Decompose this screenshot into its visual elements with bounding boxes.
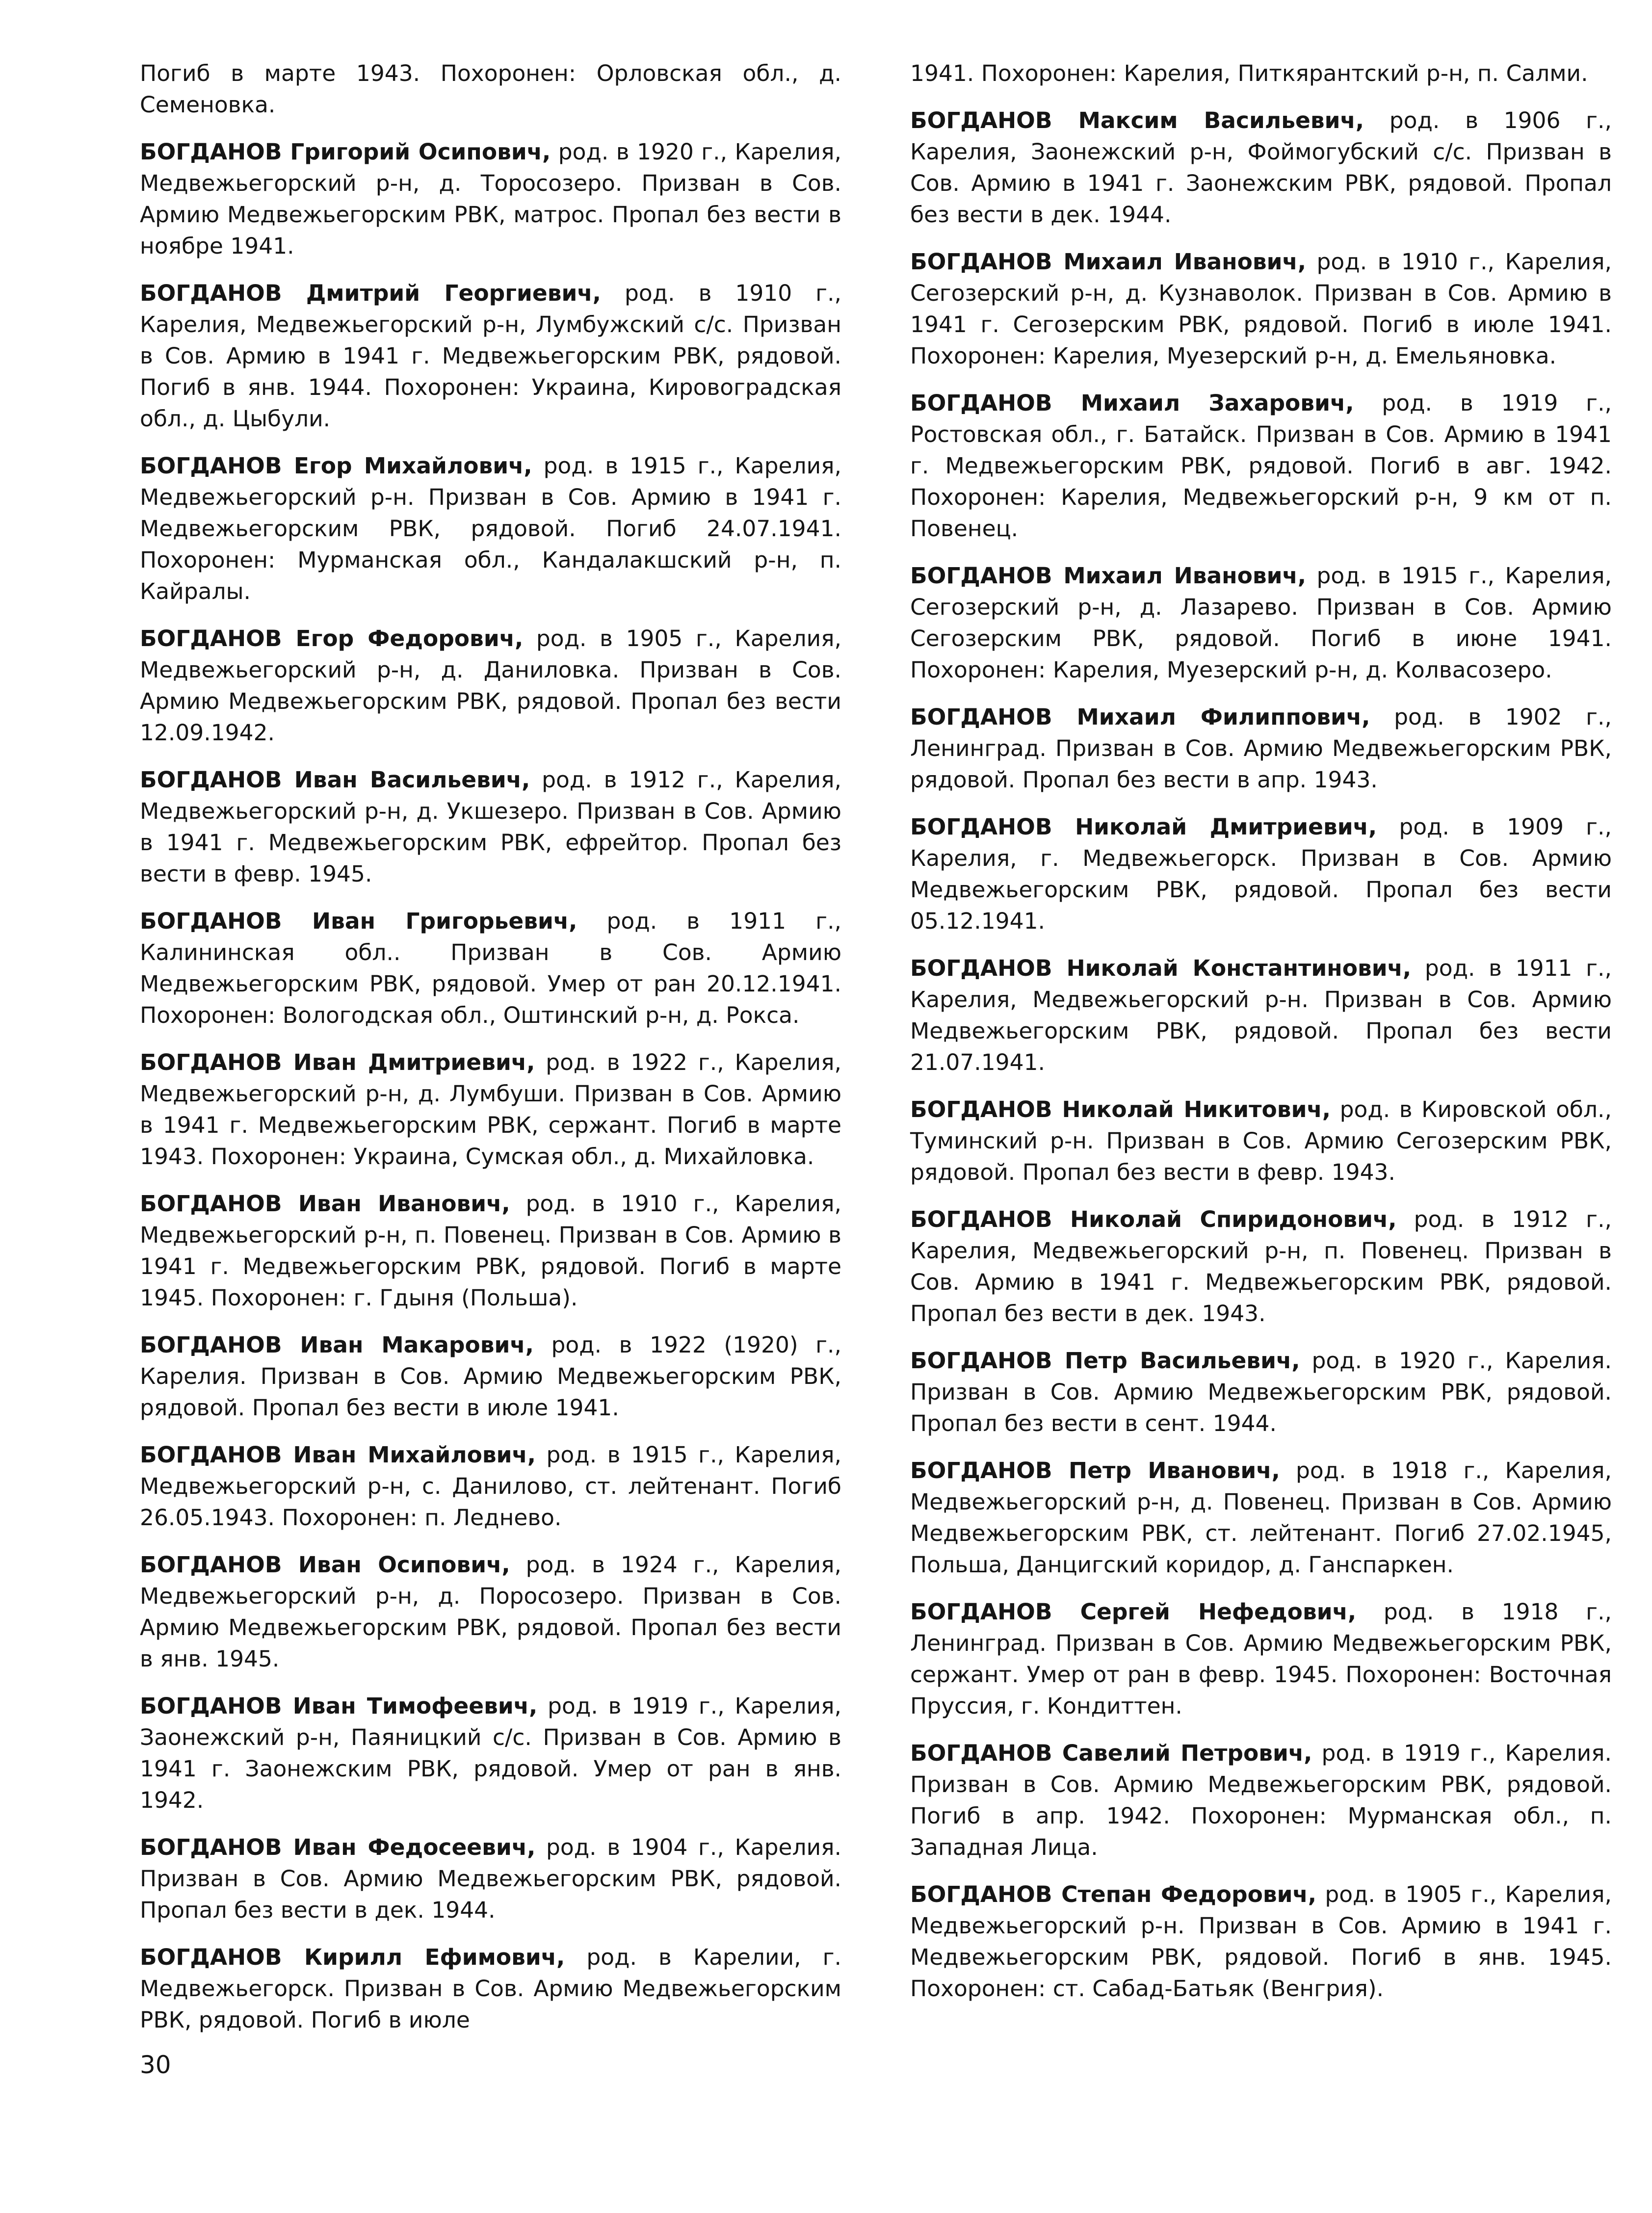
left-column bbox=[140, 58, 841, 2052]
entry-text: род. в 1922 (1920) г., Карелия. Призван в Сов. Армию Медвежьегорским РВК, рядовой. Пропал без вести в июле 1941. bbox=[140, 1332, 841, 1421]
entry-text: род. в Карелии, г. Медвежьегорск. Призван в Сов. Армию Медвежьегорским РВК, рядовой. Погиб в июле bbox=[140, 1944, 842, 2033]
memorial-entry bbox=[910, 560, 1612, 686]
memorial-entry bbox=[140, 764, 841, 890]
entry-text: род. в 1910 г., Карелия, Медвежьегорский р-н, Лумбужский с/с. Призван в Сов. Армию в 1941 г. Медвежьегорским РВК, рядовой. Погиб в янв. 1944. Похоронен: Украина, Кировоградская обл., д. Цыбули. bbox=[140, 280, 841, 432]
entry-text: род. в Кировской обл., Туминский р-н. Призван в Сов. Армию Сегозерским РВК, рядовой. Пропал без вести в февр. 1943. bbox=[910, 1096, 1612, 1185]
entry-text: род. в 1904 г., Карелия. Призван в Сов. Армию Медвежьегорским РВК, рядовой. Пропал без вести в дек. 1944. bbox=[140, 1834, 842, 1923]
entry-text: род. в 1910 г., Карелия, Медвежьегорский р-н, п. Повенец. Призван в Сов. Армию в 1941 г. Медвежьегорским РВК, рядовой. Погиб в марте 1945. Похоронен: г. Гдыня (Польша). bbox=[140, 1191, 842, 1311]
memorial-entry bbox=[140, 1549, 841, 1675]
entry-name: БОГДАНОВ Сергей Нефедович, bbox=[910, 1599, 1357, 1625]
memorial-entry bbox=[140, 278, 841, 435]
memorial-entry bbox=[910, 58, 1612, 89]
entry-name: БОГДАНОВ Иван Макарович, bbox=[140, 1332, 534, 1358]
memorial-entry bbox=[910, 1738, 1612, 1863]
entry-text: род. в 1924 г., Карелия, Медвежьегорский р-н, д. Поросозеро. Призван в Сов. Армию Медвежьегорским РВК, рядовой. Пропал без вести в янв. 1945. bbox=[140, 1552, 841, 1672]
entry-text: род. в 1910 г., Карелия, Сегозерский р-н, д. Кузнаволок. Призван в Сов. Армию в 1941 г. Сегозерским РВК, рядовой. Погиб в июле 1941. Похоронен: Карелия, Муезерский р-н, д. Емельяновка. bbox=[910, 249, 1612, 369]
entry-text: род. в 1915 г., Карелия, Медвежьегорский р-н. Призван в Сов. Армию в 1941 г. Медвежьегорским РВК, рядовой. Погиб 24.07.1941. Похоронен: Мурманская обл., Кандалакшский р-н, п. Кайралы. bbox=[140, 453, 841, 604]
entry-text: род. в 1911 г., Карелия, Медвежьегорский р-н. Призван в Сов. Армию Медвежьегорским РВК, рядовой. Пропал без вести 21.07.1941. bbox=[910, 955, 1612, 1075]
entry-name: БОГДАНОВ Петр Васильевич, bbox=[910, 1348, 1300, 1374]
entry-text: род. в 1919 г., Ростовская обл., г. Батайск. Призван в Сов. Армию в 1941 г. Медвежьегорским РВК, рядовой. Погиб в авг. 1942. Похоронен: Карелия, Медвежьегорский р-н, 9 км от п. Повенец. bbox=[910, 390, 1612, 542]
entry-name: БОГДАНОВ Михаил Филиппович, bbox=[910, 704, 1370, 730]
entry-text: род. в 1911 г., Калининская обл.. Призван в Сов. Армию Медвежьегорским РВК, рядовой. Умер от ран 20.12.1941. Похоронен: Вологодская обл., Оштинский р-н, д. Рокса. bbox=[140, 908, 841, 1028]
memorial-entry bbox=[910, 811, 1612, 937]
entry-text: род. в 1905 г., Карелия, Медвежьегорский р-н. Призван в Сов. Армию в 1941 г. Медвежьегорским РВК, рядовой. Погиб в янв. 1945. Похоронен: ст. Сабад-Батьяк (Венгрия). bbox=[910, 1881, 1612, 2002]
memorial-entry bbox=[910, 1345, 1612, 1439]
memorial-entry bbox=[910, 105, 1612, 231]
memorial-entry bbox=[910, 246, 1612, 372]
entry-name: БОГДАНОВ Иван Дмитриевич, bbox=[140, 1049, 535, 1075]
entry-text: род. в 1912 г., Карелия, Медвежьегорский р-н, д. Укшезеро. Призван в Сов. Армию в 1941 г. Медвежьегорским РВК, ефрейтор. Пропал без вести в февр. 1945. bbox=[140, 767, 841, 887]
entry-name: БОГДАНОВ Дмитрий Георгиевич, bbox=[140, 280, 601, 306]
memorial-entry bbox=[910, 1204, 1612, 1329]
memorial-entry bbox=[140, 136, 841, 262]
entry-text: род. в 1912 г., Карелия, Медвежьегорский р-н, п. Повенец. Призван в Сов. Армию в 1941 г. Медвежьегорским РВК, рядовой. Пропал без вести в дек. 1943. bbox=[910, 1206, 1612, 1327]
entry-name: БОГДАНОВ Иван Васильевич, bbox=[140, 767, 530, 793]
entry-text: род. в 1918 г., Карелия, Медвежьегорский р-н, д. Повенец. Призван в Сов. Армию Медвежьегорским РВК, ст. лейтенант. Погиб 27.02.1945, Польша, Данцигский коридор, д. Ганспаркен. bbox=[910, 1458, 1612, 1578]
entry-name: БОГДАНОВ Николай Никитович, bbox=[910, 1096, 1331, 1122]
memorial-entry bbox=[910, 1596, 1612, 1722]
entry-name: БОГДАНОВ Иван Тимофеевич, bbox=[140, 1693, 538, 1719]
memorial-entry bbox=[140, 1047, 841, 1172]
entry-text: род. в 1902 г., Ленинград. Призван в Сов. Армию Медвежьегорским РВК, рядовой. Пропал без вести в апр. 1943. bbox=[910, 704, 1612, 793]
entry-text: род. в 1918 г., Ленинград. Призван в Сов. Армию Медвежьегорским РВК, сержант. Умер от ран в февр. 1945. Похоронен: Восточная Пруссия, г. Кондиттен. bbox=[910, 1599, 1612, 1719]
memorial-entry bbox=[910, 1455, 1612, 1581]
memorial-entry bbox=[910, 388, 1612, 545]
entry-text: род. в 1906 г., Карелия, Заонежский р-н, Фоймогубский с/с. Призван в Сов. Армию в 1941 г. Заонежским РВК, рядовой. Пропал без вести в дек. 1944. bbox=[910, 107, 1612, 228]
entry-text: 1941. Похоронен: Карелия, Питкярантский р-н, п. Салми. bbox=[910, 60, 1588, 86]
entry-text: Погиб в марте 1943. Похоронен: Орловская обл., д. Семеновка. bbox=[140, 60, 841, 118]
entry-text: род. в 1922 г., Карелия, Медвежьегорский р-н, д. Лумбуши. Призван в Сов. Армию в 1941 г. Медвежьегорским РВК, сержант. Погиб в марте 1943. Похоронен: Украина, Сумская обл., д. Михайловка. bbox=[140, 1049, 842, 1170]
entry-name: БОГДАНОВ Иван Григорьевич, bbox=[140, 908, 577, 934]
entry-name: БОГДАНОВ Савелий Петрович, bbox=[910, 1740, 1312, 1766]
entry-name: БОГДАНОВ Николай Дмитриевич, bbox=[910, 814, 1377, 840]
entry-text: род. в 1905 г., Карелия, Медвежьегорский р-н, д. Даниловка. Призван в Сов. Армию Медвежьегорским РВК, рядовой. Пропал без вести 12.09.1942. bbox=[140, 625, 842, 746]
memorial-entry bbox=[140, 623, 841, 749]
entry-name: БОГДАНОВ Михаил Иванович, bbox=[910, 249, 1307, 275]
entry-name: БОГДАНОВ Кирилл Ефимович, bbox=[140, 1944, 565, 1970]
entry-name: БОГДАНОВ Степан Федорович, bbox=[910, 1881, 1317, 1907]
entry-name: БОГДАНОВ Егор Федорович, bbox=[140, 625, 524, 651]
entry-name: БОГДАНОВ Иван Иванович, bbox=[140, 1191, 510, 1217]
memorial-entry bbox=[140, 450, 841, 607]
entry-name: БОГДАНОВ Иван Федосеевич, bbox=[140, 1834, 536, 1860]
entry-name: БОГДАНОВ Максим Васильевич, bbox=[910, 107, 1364, 133]
entry-name: БОГДАНОВ Михаил Иванович, bbox=[910, 563, 1307, 589]
entry-text: род. в 1919 г., Карелия. Призван в Сов. Армию Медвежьегорским РВК, рядовой. Погиб в апр. 1942. Похоронен: Мурманская обл., п. Западная Лица. bbox=[910, 1740, 1612, 1860]
memorial-entry bbox=[910, 953, 1612, 1078]
entry-name: БОГДАНОВ Михаил Захарович, bbox=[910, 390, 1354, 416]
page-number: 30 bbox=[140, 2051, 171, 2079]
memorial-entry bbox=[140, 1188, 841, 1314]
entry-name: БОГДАНОВ Егор Михайлович, bbox=[140, 453, 532, 479]
entry-text: род. в 1915 г., Карелия, Медвежьегорский р-н, с. Данилово, ст. лейтенант. Погиб 26.05.1943. Похоронен: п. Леднево. bbox=[140, 1442, 841, 1531]
right-column bbox=[910, 58, 1612, 2020]
entry-text: род. в 1920 г., Карелия. Призван в Сов. Армию Медвежьегорским РВК, рядовой. Пропал без вести в сент. 1944. bbox=[910, 1348, 1612, 1436]
entry-name: БОГДАНОВ Иван Михайлович, bbox=[140, 1442, 536, 1468]
memorial-entry bbox=[910, 1094, 1612, 1188]
entry-text: род. в 1919 г., Карелия, Заонежский р-н, Паяницкий с/с. Призван в Сов. Армию в 1941 г. Заонежским РВК, рядовой. Умер от ран в янв. 1942. bbox=[140, 1693, 842, 1813]
entry-name: БОГДАНОВ Николай Константинович, bbox=[910, 955, 1412, 981]
entry-text: род. в 1909 г., Карелия, г. Медвежьегорск. Призван в Сов. Армию Медвежьегорским РВК, рядовой. Пропал без вести 05.12.1941. bbox=[910, 814, 1612, 934]
entry-text: род. в 1915 г., Карелия, Сегозерский р-н, д. Лазарево. Призван в Сов. Армию Сегозерским РВК, рядовой. Погиб в июне 1941. Похоронен: Карелия, Муезерский р-н, д. Колвасозеро. bbox=[910, 563, 1612, 683]
memorial-entry bbox=[140, 1942, 841, 2036]
memorial-entry bbox=[140, 58, 841, 121]
memorial-entry bbox=[140, 1832, 841, 1926]
memorial-entry bbox=[140, 1691, 841, 1816]
entry-name: БОГДАНОВ Петр Иванович, bbox=[910, 1458, 1280, 1484]
memorial-entry bbox=[910, 1879, 1612, 2005]
entry-name: БОГДАНОВ Григорий Осипович, bbox=[140, 139, 551, 165]
memorial-entry bbox=[140, 1439, 841, 1534]
memorial-entry bbox=[140, 906, 841, 1031]
entry-name: БОГДАНОВ Николай Спиридонович, bbox=[910, 1206, 1397, 1232]
memorial-entry bbox=[140, 1329, 841, 1424]
entry-text: род. в 1920 г., Карелия, Медвежьегорский р-н, д. Торосозеро. Призван в Сов. Армию Медвежьегорским РВК, матрос. Пропал без вести в ноябре 1941. bbox=[140, 139, 841, 259]
memorial-entry bbox=[910, 702, 1612, 796]
entry-name: БОГДАНОВ Иван Осипович, bbox=[140, 1552, 510, 1578]
